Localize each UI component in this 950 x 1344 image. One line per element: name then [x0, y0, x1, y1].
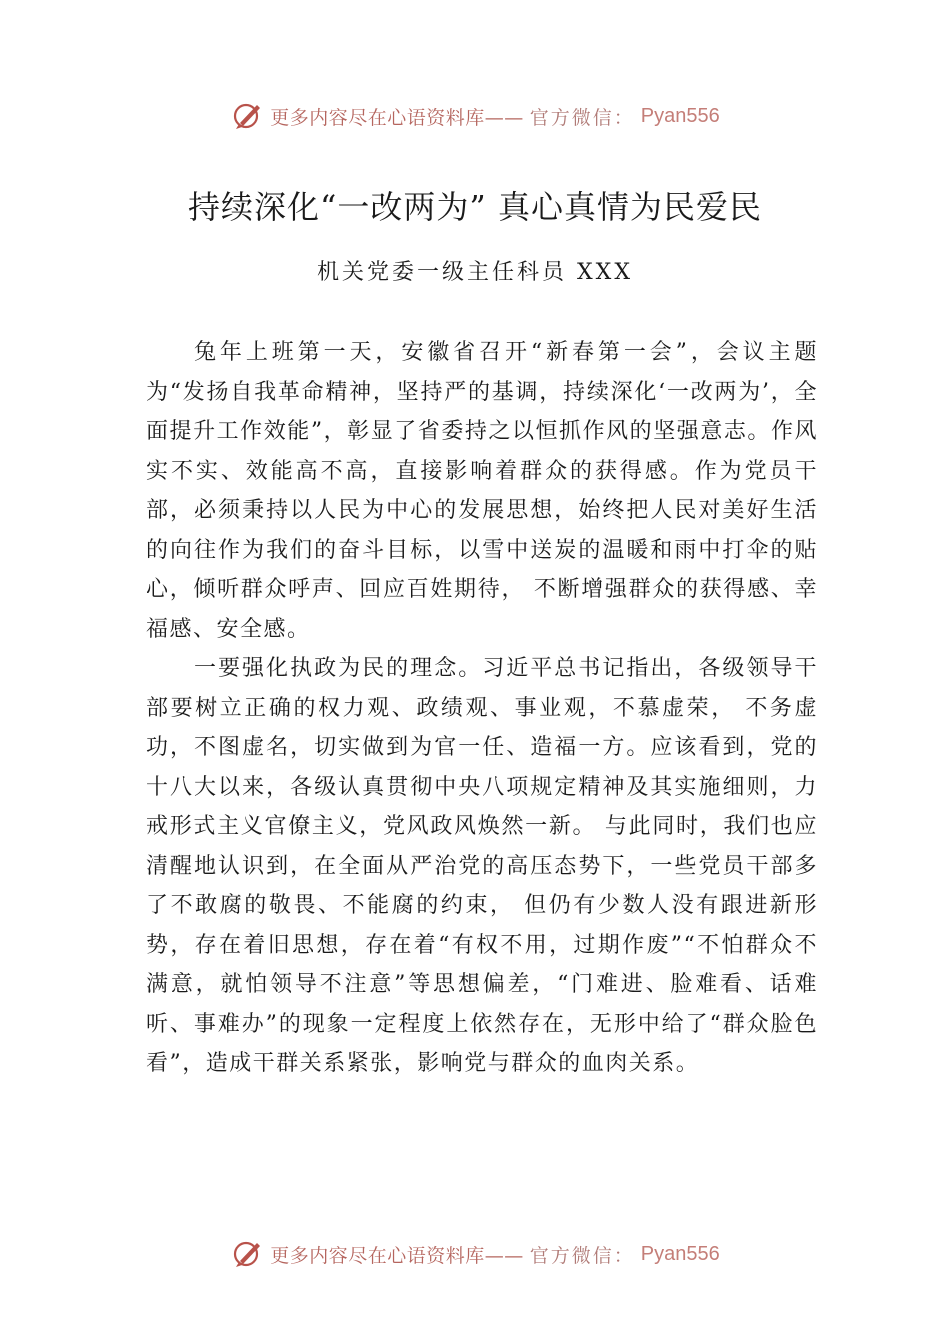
paragraph: 一要强化执政为民的理念。习近平总书记指出，各级领导干部要树立正确的权力观、政绩观、事业观，不慕虚荣， 不务虚功，不图虚名，切实做到为官一任、造福一方。应该看到，党的十八大以来，各级认真贯彻中央八项规定精神及其实施细则，力戒形式主义官僚主义，党风政风焕然一新。 与此同时，我们也应清醒地认识到，在全面从严治党的高压态势下，一些党员干部多了不敢腐的敬畏、不能腐的约束， 但仍有少数人没有跟进新形势，存在着旧思想，存在着“有权不用，过期作废”“不怕群众不满意，就怕领导不注意”等思想偏差，“门难进、脸难看、话难听、事难办”的现象一定程度上依然存在，无形中给了“群众脸色看”，造成干群关系紧张，影响党与群众的血肉关系。 [146, 656, 818, 1076]
pen-logo-icon [230, 99, 264, 133]
watermark-header [0, 96, 950, 136]
document-title: 持续深化“一改两为” 真心真情为民爱民 [188, 188, 762, 226]
document-body [146, 333, 818, 1084]
watermark-footer [0, 1234, 950, 1274]
watermark-text: 更多内容尽在心语资料库—— [270, 106, 524, 129]
document-author: 机关党委一级主任科员 XXX [317, 260, 633, 285]
watermark-text: 更多内容尽在心语资料库—— [270, 1244, 524, 1267]
watermark-wechat-label: 官方微信： [529, 1245, 635, 1267]
watermark-wechat-id: Pyan556 [640, 1242, 720, 1265]
watermark-wechat-id: Pyan556 [640, 104, 720, 127]
paragraph: 兔年上班第一天，安徽省召开“新春第一会”，会议主题为“发扬自我革命精神，坚持严的基调，持续深化‘一改两为’，全面提升工作效能”，彰显了省委持之以恒抓作风的坚强意志。作风实不实、效能高不高，直接影响着群众的获得感。作为党员干部，必须秉持以人民为中心的发展思想，始终把人民对美好生活的向往作为我们的奋斗目标，以雪中送炭的温暖和雨中打伞的贴心，倾听群众呼声、回应百姓期待， 不断增强群众的获得感、幸福感、安全感。 [146, 340, 818, 642]
watermark-wechat-label: 官方微信： [529, 107, 635, 129]
pen-logo-icon [230, 1237, 264, 1271]
